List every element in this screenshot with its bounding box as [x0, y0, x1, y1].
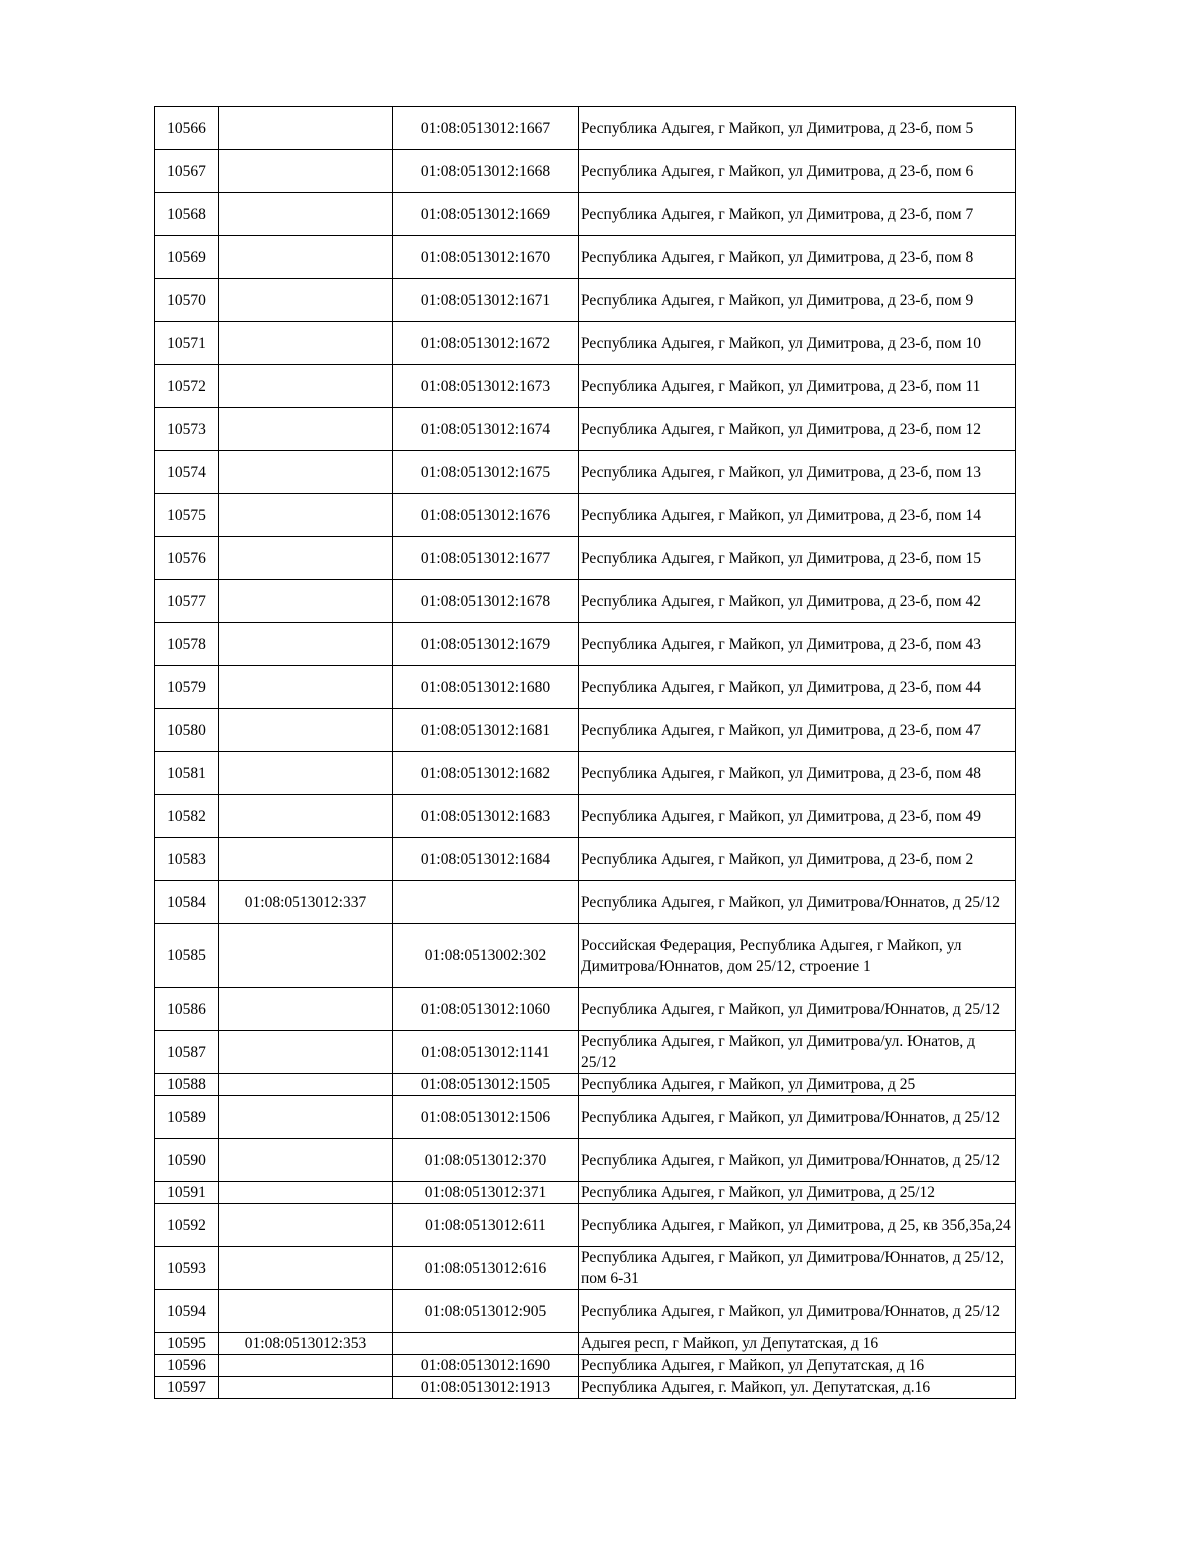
building-number-cell: 01:08:0513012:1673	[393, 365, 579, 408]
parcel-number-cell	[219, 107, 393, 150]
address-cell: Республика Адыгея, г Майкоп, ул Димитрова, д 23-б, пом 47	[579, 709, 1016, 752]
row-number-cell: 10576	[155, 537, 219, 580]
address-cell: Республика Адыгея, г Майкоп, ул Димитрова, д 23-б, пом 10	[579, 322, 1016, 365]
table-row	[155, 1377, 1016, 1399]
address-cell: Республика Адыгея, г Майкоп, ул Димитрова, д 23-б, пом 43	[579, 623, 1016, 666]
building-number-cell: 01:08:0513012:1668	[393, 150, 579, 193]
table-row	[155, 580, 1016, 623]
row-number-cell: 10575	[155, 494, 219, 537]
table-row	[155, 1204, 1016, 1247]
address-cell: Республика Адыгея, г Майкоп, ул Димитрова, д 23-б, пом 11	[579, 365, 1016, 408]
table-row	[155, 107, 1016, 150]
parcel-number-cell	[219, 709, 393, 752]
building-number-cell: 01:08:0513012:1682	[393, 752, 579, 795]
parcel-number-cell	[219, 494, 393, 537]
address-cell: Республика Адыгея, г Майкоп, ул Димитрова/Юннатов, д 25/12, пом 6-31	[579, 1247, 1016, 1290]
address-cell: Республика Адыгея, г Майкоп, ул Депутатская, д 16	[579, 1355, 1016, 1377]
parcel-number-cell	[219, 279, 393, 322]
building-number-cell: 01:08:0513012:1677	[393, 537, 579, 580]
building-number-cell: 01:08:0513012:1667	[393, 107, 579, 150]
address-cell: Республика Адыгея, г Майкоп, ул Димитрова/Юннатов, д 25/12	[579, 881, 1016, 924]
building-number-cell: 01:08:0513012:1671	[393, 279, 579, 322]
building-number-cell: 01:08:0513012:1674	[393, 408, 579, 451]
row-number-cell: 10579	[155, 666, 219, 709]
building-number-cell: 01:08:0513012:1141	[393, 1031, 579, 1074]
row-number-cell: 10584	[155, 881, 219, 924]
row-number-cell: 10592	[155, 1204, 219, 1247]
table-row	[155, 795, 1016, 838]
parcel-number-cell	[219, 193, 393, 236]
table-row	[155, 752, 1016, 795]
table-row	[155, 1290, 1016, 1333]
table-row	[155, 1333, 1016, 1355]
parcel-number-cell	[219, 322, 393, 365]
registry-table	[154, 106, 1016, 1399]
address-cell: Республика Адыгея, г Майкоп, ул Димитрова, д 23-б, пом 48	[579, 752, 1016, 795]
parcel-number-cell	[219, 1290, 393, 1333]
building-number-cell: 01:08:0513012:1678	[393, 580, 579, 623]
table-row	[155, 1096, 1016, 1139]
address-cell: Республика Адыгея, г Майкоп, ул Димитрова, д 23-б, пом 42	[579, 580, 1016, 623]
building-number-cell: 01:08:0513012:370	[393, 1139, 579, 1182]
building-number-cell: 01:08:0513012:905	[393, 1290, 579, 1333]
parcel-number-cell	[219, 1074, 393, 1096]
address-cell: Республика Адыгея, г Майкоп, ул Димитрова, д 23-б, пом 14	[579, 494, 1016, 537]
table-row	[155, 322, 1016, 365]
table-row	[155, 1074, 1016, 1096]
row-number-cell: 10567	[155, 150, 219, 193]
parcel-number-cell	[219, 795, 393, 838]
row-number-cell: 10572	[155, 365, 219, 408]
table-row	[155, 451, 1016, 494]
table-row	[155, 666, 1016, 709]
building-number-cell	[393, 1333, 579, 1355]
parcel-number-cell	[219, 537, 393, 580]
building-number-cell: 01:08:0513012:1676	[393, 494, 579, 537]
row-number-cell: 10597	[155, 1377, 219, 1399]
row-number-cell: 10571	[155, 322, 219, 365]
building-number-cell: 01:08:0513012:1670	[393, 236, 579, 279]
building-number-cell	[393, 881, 579, 924]
parcel-number-cell	[219, 1377, 393, 1399]
table-row	[155, 193, 1016, 236]
table-row	[155, 1355, 1016, 1377]
building-number-cell: 01:08:0513012:616	[393, 1247, 579, 1290]
row-number-cell: 10580	[155, 709, 219, 752]
parcel-number-cell	[219, 236, 393, 279]
row-number-cell: 10596	[155, 1355, 219, 1377]
parcel-number-cell	[219, 988, 393, 1031]
parcel-number-cell	[219, 1204, 393, 1247]
parcel-number-cell	[219, 838, 393, 881]
building-number-cell: 01:08:0513012:1684	[393, 838, 579, 881]
building-number-cell: 01:08:0513012:1679	[393, 623, 579, 666]
table-row	[155, 408, 1016, 451]
row-number-cell: 10593	[155, 1247, 219, 1290]
table-row	[155, 236, 1016, 279]
row-number-cell: 10588	[155, 1074, 219, 1096]
address-cell: Республика Адыгея, г Майкоп, ул Димитрова, д 23-б, пом 9	[579, 279, 1016, 322]
building-number-cell: 01:08:0513002:302	[393, 924, 579, 988]
parcel-number-cell	[219, 623, 393, 666]
row-number-cell: 10573	[155, 408, 219, 451]
building-number-cell: 01:08:0513012:1669	[393, 193, 579, 236]
row-number-cell: 10578	[155, 623, 219, 666]
address-cell: Российская Федерация, Республика Адыгея, г Майкоп, ул Димитрова/Юннатов, дом 25/12, строение 1	[579, 924, 1016, 988]
address-cell: Республика Адыгея, г Майкоп, ул Димитрова, д 25/12	[579, 1182, 1016, 1204]
row-number-cell: 10587	[155, 1031, 219, 1074]
row-number-cell: 10591	[155, 1182, 219, 1204]
building-number-cell: 01:08:0513012:1506	[393, 1096, 579, 1139]
table-row	[155, 881, 1016, 924]
row-number-cell: 10594	[155, 1290, 219, 1333]
building-number-cell: 01:08:0513012:1680	[393, 666, 579, 709]
row-number-cell: 10586	[155, 988, 219, 1031]
address-cell: Республика Адыгея, г Майкоп, ул Димитрова, д 23-б, пом 13	[579, 451, 1016, 494]
table-row	[155, 1182, 1016, 1204]
address-cell: Республика Адыгея, г Майкоп, ул Димитрова, д 23-б, пом 44	[579, 666, 1016, 709]
row-number-cell: 10577	[155, 580, 219, 623]
address-cell: Республика Адыгея, г Майкоп, ул Димитрова, д 23-б, пом 5	[579, 107, 1016, 150]
parcel-number-cell	[219, 1182, 393, 1204]
parcel-number-cell	[219, 451, 393, 494]
building-number-cell: 01:08:0513012:1675	[393, 451, 579, 494]
building-number-cell: 01:08:0513012:1505	[393, 1074, 579, 1096]
building-number-cell: 01:08:0513012:1683	[393, 795, 579, 838]
table-row	[155, 365, 1016, 408]
parcel-number-cell	[219, 1355, 393, 1377]
address-cell: Республика Адыгея, г Майкоп, ул Димитрова/Юннатов, д 25/12	[579, 988, 1016, 1031]
address-cell: Республика Адыгея, г Майкоп, ул Димитрова/Юннатов, д 25/12	[579, 1096, 1016, 1139]
parcel-number-cell: 01:08:0513012:353	[219, 1333, 393, 1355]
address-cell: Республика Адыгея, г Майкоп, ул Димитрова/ул. Юнатов, д 25/12	[579, 1031, 1016, 1074]
parcel-number-cell	[219, 924, 393, 988]
parcel-number-cell	[219, 150, 393, 193]
parcel-number-cell	[219, 666, 393, 709]
address-cell: Республика Адыгея, г Майкоп, ул Димитрова, д 23-б, пом 6	[579, 150, 1016, 193]
address-cell: Республика Адыгея, г Майкоп, ул Димитрова/Юннатов, д 25/12	[579, 1139, 1016, 1182]
building-number-cell: 01:08:0513012:1060	[393, 988, 579, 1031]
address-cell: Адыгея респ, г Майкоп, ул Депутатская, д 16	[579, 1333, 1016, 1355]
address-cell: Республика Адыгея, г Майкоп, ул Димитрова, д 23-б, пом 49	[579, 795, 1016, 838]
row-number-cell: 10570	[155, 279, 219, 322]
address-cell: Республика Адыгея, г Майкоп, ул Димитрова, д 25	[579, 1074, 1016, 1096]
table-row	[155, 1139, 1016, 1182]
parcel-number-cell	[219, 408, 393, 451]
address-cell: Республика Адыгея, г. Майкоп, ул. Депутатская, д.16	[579, 1377, 1016, 1399]
registry-body	[155, 107, 1016, 1399]
building-number-cell: 01:08:0513012:1913	[393, 1377, 579, 1399]
address-cell: Республика Адыгея, г Майкоп, ул Димитрова, д 25, кв 35б,35а,24	[579, 1204, 1016, 1247]
building-number-cell: 01:08:0513012:611	[393, 1204, 579, 1247]
parcel-number-cell	[219, 1139, 393, 1182]
table-row	[155, 623, 1016, 666]
parcel-number-cell	[219, 1096, 393, 1139]
table-row	[155, 1247, 1016, 1290]
table-row	[155, 150, 1016, 193]
parcel-number-cell	[219, 580, 393, 623]
table-row	[155, 709, 1016, 752]
building-number-cell: 01:08:0513012:1681	[393, 709, 579, 752]
address-cell: Республика Адыгея, г Майкоп, ул Димитрова, д 23-б, пом 7	[579, 193, 1016, 236]
address-cell: Республика Адыгея, г Майкоп, ул Димитрова/Юннатов, д 25/12	[579, 1290, 1016, 1333]
building-number-cell: 01:08:0513012:1672	[393, 322, 579, 365]
building-number-cell: 01:08:0513012:371	[393, 1182, 579, 1204]
row-number-cell: 10590	[155, 1139, 219, 1182]
row-number-cell: 10582	[155, 795, 219, 838]
row-number-cell: 10589	[155, 1096, 219, 1139]
table-row	[155, 988, 1016, 1031]
address-cell: Республика Адыгея, г Майкоп, ул Димитрова, д 23-б, пом 2	[579, 838, 1016, 881]
row-number-cell: 10583	[155, 838, 219, 881]
row-number-cell: 10595	[155, 1333, 219, 1355]
parcel-number-cell	[219, 1247, 393, 1290]
table-row	[155, 279, 1016, 322]
row-number-cell: 10574	[155, 451, 219, 494]
table-row	[155, 537, 1016, 580]
address-cell: Республика Адыгея, г Майкоп, ул Димитрова, д 23-б, пом 8	[579, 236, 1016, 279]
parcel-number-cell	[219, 1031, 393, 1074]
table-row	[155, 494, 1016, 537]
address-cell: Республика Адыгея, г Майкоп, ул Димитрова, д 23-б, пом 12	[579, 408, 1016, 451]
row-number-cell: 10569	[155, 236, 219, 279]
table-row	[155, 1031, 1016, 1074]
parcel-number-cell: 01:08:0513012:337	[219, 881, 393, 924]
table-row	[155, 838, 1016, 881]
building-number-cell: 01:08:0513012:1690	[393, 1355, 579, 1377]
parcel-number-cell	[219, 365, 393, 408]
table-row	[155, 924, 1016, 988]
address-cell: Республика Адыгея, г Майкоп, ул Димитрова, д 23-б, пом 15	[579, 537, 1016, 580]
parcel-number-cell	[219, 752, 393, 795]
row-number-cell: 10566	[155, 107, 219, 150]
row-number-cell: 10585	[155, 924, 219, 988]
row-number-cell: 10581	[155, 752, 219, 795]
row-number-cell: 10568	[155, 193, 219, 236]
